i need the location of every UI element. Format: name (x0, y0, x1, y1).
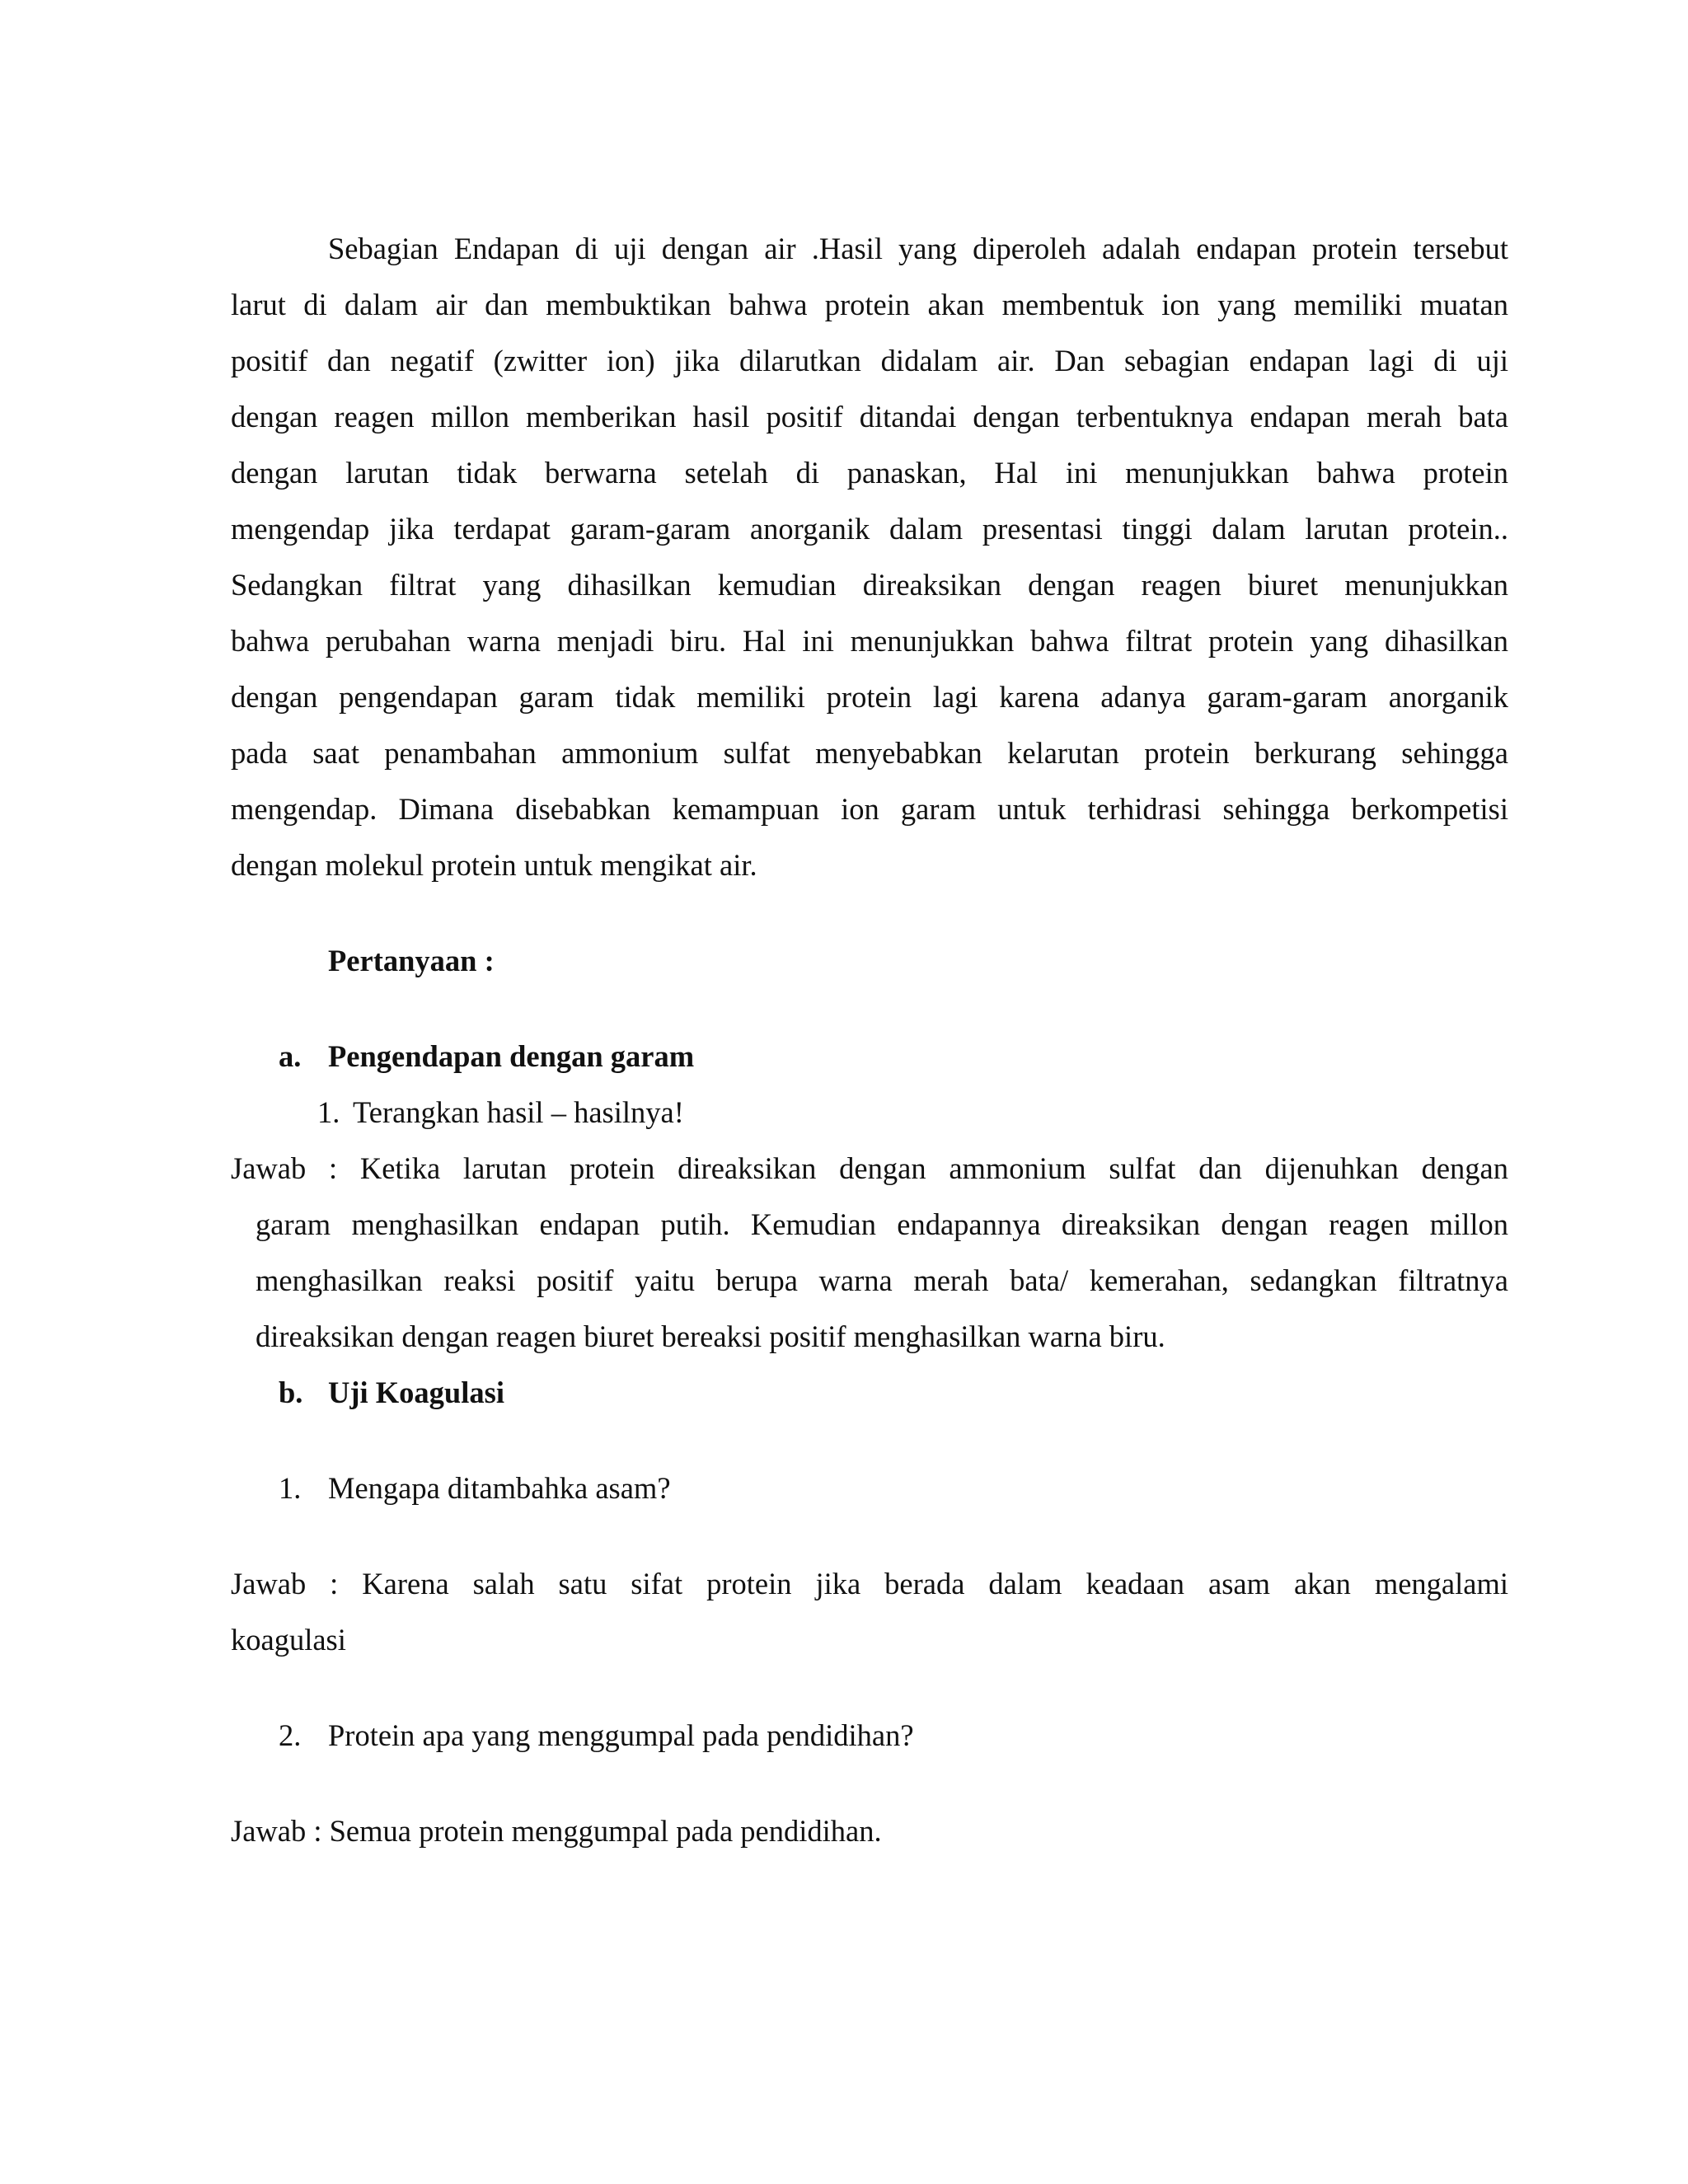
section-b-question-text: Protein apa yang menggumpal pada pendidihan? (328, 1718, 914, 1752)
section-a-answer-line: Jawab : Ketika larutan protein direaksikan dengan ammonium sulfat dan dijenuhkan dengan (231, 1151, 1508, 1185)
section-a-title: Pengendapan dengan garam (328, 1039, 695, 1073)
section-b-marker: b. (279, 1376, 303, 1409)
section-a-answer-line: direaksikan dengan reagen biuret bereaksi positif menghasilkan warna biru. (256, 1319, 1165, 1353)
paragraph-line: Sedangkan filtrat yang dihasilkan kemudian direaksikan dengan reagen biuret menunjukkan (231, 568, 1508, 602)
paragraph-line: dengan molekul protein untuk mengikat air. (231, 848, 757, 882)
paragraph-line: mengendap jika terdapat garam-garam anorganik dalam presentasi tinggi dalam larutan protein.. (231, 512, 1508, 546)
paragraph-line: larut di dalam air dan membuktikan bahwa protein akan membentuk ion yang memiliki muatan (231, 288, 1508, 321)
paragraph-line: pada saat penambahan ammonium sulfat menyebabkan kelarutan protein berkurang sehingga (231, 736, 1508, 770)
section-b-answer-line: Jawab : Semua protein menggumpal pada pendidihan. (231, 1814, 882, 1848)
section-a-answer-line: menghasilkan reaksi positif yaitu berupa warna merah bata/ kemerahan, sedangkan filtratnya (256, 1263, 1508, 1297)
section-b-title: Uji Koagulasi (328, 1376, 504, 1409)
paragraph-line: Sebagian Endapan di uji dengan air .Hasil yang diperoleh adalah endapan protein tersebut (328, 232, 1508, 265)
section-b-question-number: 2. (279, 1718, 302, 1752)
paragraph-line: bahwa perubahan warna menjadi biru. Hal ini menunjukkan bahwa filtrat protein yang dihasilkan (231, 624, 1508, 658)
section-b-answer-line: koagulasi (231, 1623, 346, 1657)
section-a-question-text: Terangkan hasil – hasilnya! (353, 1095, 684, 1129)
section-a-question-number: 1. (317, 1095, 340, 1129)
section-b-question-number: 1. (279, 1471, 302, 1505)
section-b-answer-line: Jawab : Karena salah satu sifat protein jika berada dalam keadaan asam akan mengalami (231, 1567, 1508, 1601)
paragraph-line: dengan larutan tidak berwarna setelah di panaskan, Hal ini menunjukkan bahwa protein (231, 456, 1508, 490)
section-b-question-text: Mengapa ditambahka asam? (328, 1471, 671, 1505)
paragraph-line: dengan reagen millon memberikan hasil positif ditandai dengan terbentuknya endapan merah bata (231, 400, 1508, 434)
paragraph-line: positif dan negatif (zwitter ion) jika dilarutkan didalam air. Dan sebagian endapan lagi di uji (231, 344, 1508, 377)
section-a-answer-line: garam menghasilkan endapan putih. Kemudian endapannya direaksikan dengan reagen millon (256, 1207, 1508, 1241)
paragraph-line: mengendap. Dimana disebabkan kemampuan ion garam untuk terhidrasi sehingga berkompetisi (231, 792, 1508, 826)
questions-heading: Pertanyaan : (328, 944, 495, 977)
section-a-marker: a. (279, 1039, 302, 1073)
paragraph-line: dengan pengendapan garam tidak memiliki protein lagi karena adanya garam-garam anorganik (231, 680, 1508, 714)
